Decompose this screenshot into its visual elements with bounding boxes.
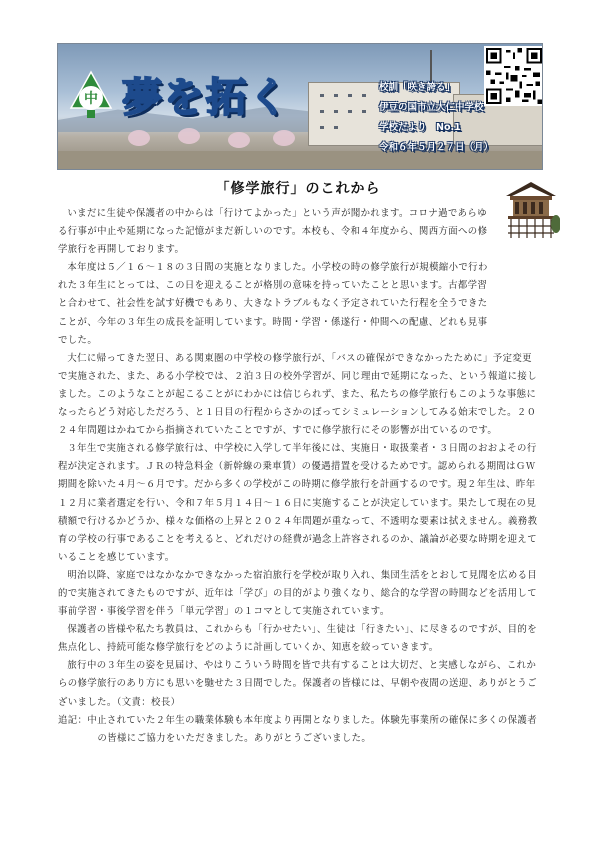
header-info xyxy=(379,78,493,158)
article-title: 「修学旅行」のこれから xyxy=(215,181,381,197)
postscript-note: 追記：中止されていた２年生の職業体験も本年度より再開となりました。体験先事業所の確保に多くの保護者の皆様にご協力をいただきました。ありがとうございました。 xyxy=(58,714,537,744)
article-paragraph: 本年度は５／１６～１８の３日間の実施となりました。小学校の時の修学旅行が規模縮小で行われた３年生にとっては、この日を迎えることが格別の意味を持っていたことと思います。古都学習と合わせて、社会性を試す好機でもあり、大きなトラブルもなく予定されていた行程を全うできたことが、今年の３年生の成長を証明しています。時間・学習・係遂行・仲間への配慮、どれも見事でした。 xyxy=(58,262,488,346)
article-paragraph: 明治以降、家庭ではなかなかできなかった宿泊旅行を学校が取り入れ、集団生活をとおして見聞を広める目的で実施されてきたものですが、近年は「学び」の目的がより強くなり、総合的な学習の時間などを活用して事前学習・事後学習を伴う「単元学習」の１コマとして実施されています。 xyxy=(58,569,538,618)
newsletter-title: 夢を拓く xyxy=(122,75,290,121)
cherry-tree xyxy=(128,130,150,146)
article-paragraph: ３年生で実施される修学旅行は、中学校に入学して半年後には、実施日・取扱業者・３日間のおおよその行程が決定されます。ＪＲの特急料金（新幹線の乗車賃）の優遇措置を受けるためです。認められる期間はＧＷ期間を除いた４月～６月です。だから多くの学校がこの時期に修学旅行を計画するのです。現２年生は、昨年１２月に業者選定を行い、令和７年５月１４日～１６日に実施することが決定しています。果たして現在の見積額で行けるかどうか、様々な価格の上昇と２０２４年問題が重なって、不透明な要素は拭えません。義務教育の学校の行事であることを考えると、どれだけの経費が過念上許容されるのか、議論が必要な時期を迎えていることを感じています。 xyxy=(58,443,538,563)
newsletter-issue: 学校だより No.1 xyxy=(379,122,461,133)
cherry-tree xyxy=(228,132,250,148)
article-body xyxy=(58,205,540,748)
article-paragraph: いまだに生徒や保護者の中からは「行けてよかった」という声が聞かれます。コロナ過であらゆる行事が中止や延期になった記憶がまだ新しいのです。本校も、令和４年度から、関西方面への修学旅行を再開しております。 xyxy=(58,208,488,256)
qr-code-icon[interactable] xyxy=(484,46,543,106)
header-banner xyxy=(57,43,543,170)
cherry-tree xyxy=(178,128,200,144)
school-motto: 校訓「咲き誇る」 xyxy=(379,82,456,93)
issue-date: 令和６年５月２７日（月） xyxy=(379,142,494,153)
school-name: 伊豆の国市立大仁中学校 xyxy=(379,102,484,113)
article-paragraph: 保護者の皆様や私たち教員は、これからも「行かせたい」、生徒は「行きたい」、に尽きるのですが、目的を焦点化し、持続可能な修学旅行をどのように計画していくか、知恵を絞っていきます。 xyxy=(58,624,537,654)
cherry-tree xyxy=(273,130,295,146)
article-paragraph: 大仁に帰ってきた翌日、ある関東圏の中学校の修学旅行が、「バスの確保ができなかったために」予定変更で実施された、また、ある小学校では、２泊３日の校外学習が、同じ理由で延期になった、という報道に接しました。このようなことが起こることがにわかには信じられず、また、私たちの修学旅行もこのような事態になったらどう対応しただろう、と１日目の行程からさかのぼってシミュレーションしてみる始末でした。２０２４年問題はかねてから指摘されていたことですが、すでに修学旅行にその影響が出ているのです。 xyxy=(58,352,537,437)
emblem-text: 中 xyxy=(84,91,98,107)
article-paragraph: 旅行中の３年生の姿を見届け、やはりこういう時間を皆で共有することは大切だ、と実感しながら、これからの修学旅行のあり方にも思いを馳せた３日間でした。保護者の皆様には、早朝や夜間の送迎、ありがとうございました。（文責：校長） xyxy=(58,660,537,708)
school-emblem-icon xyxy=(66,70,116,120)
